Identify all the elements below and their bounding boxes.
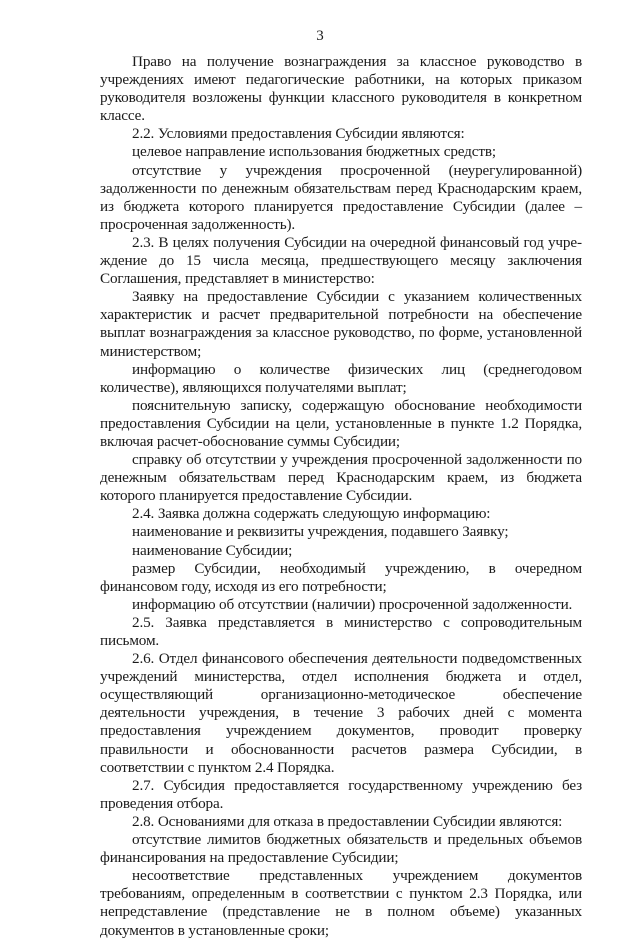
paragraph-2-6-verification: 2.6. Отдел финансового обеспечения деятельности подведомственных учреждений министерства, отдел исполнения бюджета и отдел, осуществляющий организационно-методическое обеспечение деятельности учреждения, в течение 3 рабочих дней с момента предоставления учреждением документов, проводит проверку правильности и обоснованности расчетов размера Субсидии, в соответствии с пунктом 2.4 Порядка. bbox=[100, 650, 582, 776]
paragraph-debt-certificate: справку об отсутствии у учреждения просроченной задолженности по денежным обязательствам перед Краснодарским краем, из бюджета которого планируется предоставление Субсидии. bbox=[100, 451, 582, 505]
document-body bbox=[100, 53, 582, 940]
paragraph-explanatory-note: пояснительную записку, содержащую обоснование необходимости предоставления Субсидии на цели, установленные в пункте 1.2 Порядка, включая расчет-обоснование суммы Субсидии; bbox=[100, 396, 582, 450]
paragraph-name-details: наименование и реквизиты учреждения, подавшего Заявку; bbox=[132, 523, 509, 541]
paragraph-recipients-info: информацию о количестве физических лиц (среднегодовом количестве), являющихся получателями выплат; bbox=[100, 360, 582, 396]
paragraph-2-7-no-selection: 2.7. Субсидия предоставляется государственному учреждению без проведения отбора. bbox=[100, 776, 582, 812]
paragraph-2-8-refusal-grounds: 2.8. Основаниями для отказа в предоставлении Субсидии являются: bbox=[132, 812, 563, 830]
page-number: 3 bbox=[316, 28, 324, 44]
paragraph-classroom-reward-right: Право на получение вознаграждения за классное руководство в учреждениях имеют педагогические работники, на которых приказом руководителя возложены функции классного руководителя в конкретном классе. bbox=[100, 53, 582, 125]
paragraph-2-4-application-content: 2.4. Заявка должна содержать следующую информацию: bbox=[132, 505, 491, 523]
paragraph-2-2-conditions: 2.2. Условиями предоставления Субсидии являются: bbox=[132, 125, 465, 143]
paragraph-subsidy-amount: размер Субсидии, необходимый учреждению, в очередном финансовом году, исходя из его потребности; bbox=[100, 559, 582, 595]
paragraph-no-overdue-debt: отсутствие у учреждения просроченной (неурегулированной) задолженности по денежным обязательствам перед Краснодарским краем, из бюджета которого планируется предоставление Субсидии (далее – просроченная задолженность). bbox=[100, 161, 582, 233]
paragraph-subsidy-name: наименование Субсидии; bbox=[132, 541, 293, 559]
paragraph-2-3-submission: 2.3. В целях получения Субсидии на очередной финансовый год учреждение до 15 числа месяца, предшествующего месяцу заключения Соглашения, представляет в министерство: bbox=[100, 233, 582, 288]
paragraph-targeted-use: целевое направление использования бюджетных средств; bbox=[132, 143, 496, 161]
paragraph-debt-info: информацию об отсутствии (наличии) просроченной задолженности. bbox=[132, 595, 573, 613]
paragraph-no-limits: отсутствие лимитов бюджетных обязательств и предельных объемов финансирования на предоставление Субсидии; bbox=[100, 831, 582, 867]
paragraph-noncompliance: несоответствие представленных учреждением документов требованиям, определенным в соответствии с пунктом 2.3 Порядка, или непредставление (представление не в полном объеме) указанных документов в установленные сроки; bbox=[100, 867, 582, 939]
paragraph-2-5-cover-letter: 2.5. Заявка представляется в министерство с сопроводительным письмом. bbox=[100, 613, 582, 649]
paragraph-application: Заявку на предоставление Субсидии с указанием количественных характеристик и расчет предварительной потребности на обеспечение выплат вознаграждения за классное руководство, по форме, установленной министерством; bbox=[100, 288, 582, 360]
